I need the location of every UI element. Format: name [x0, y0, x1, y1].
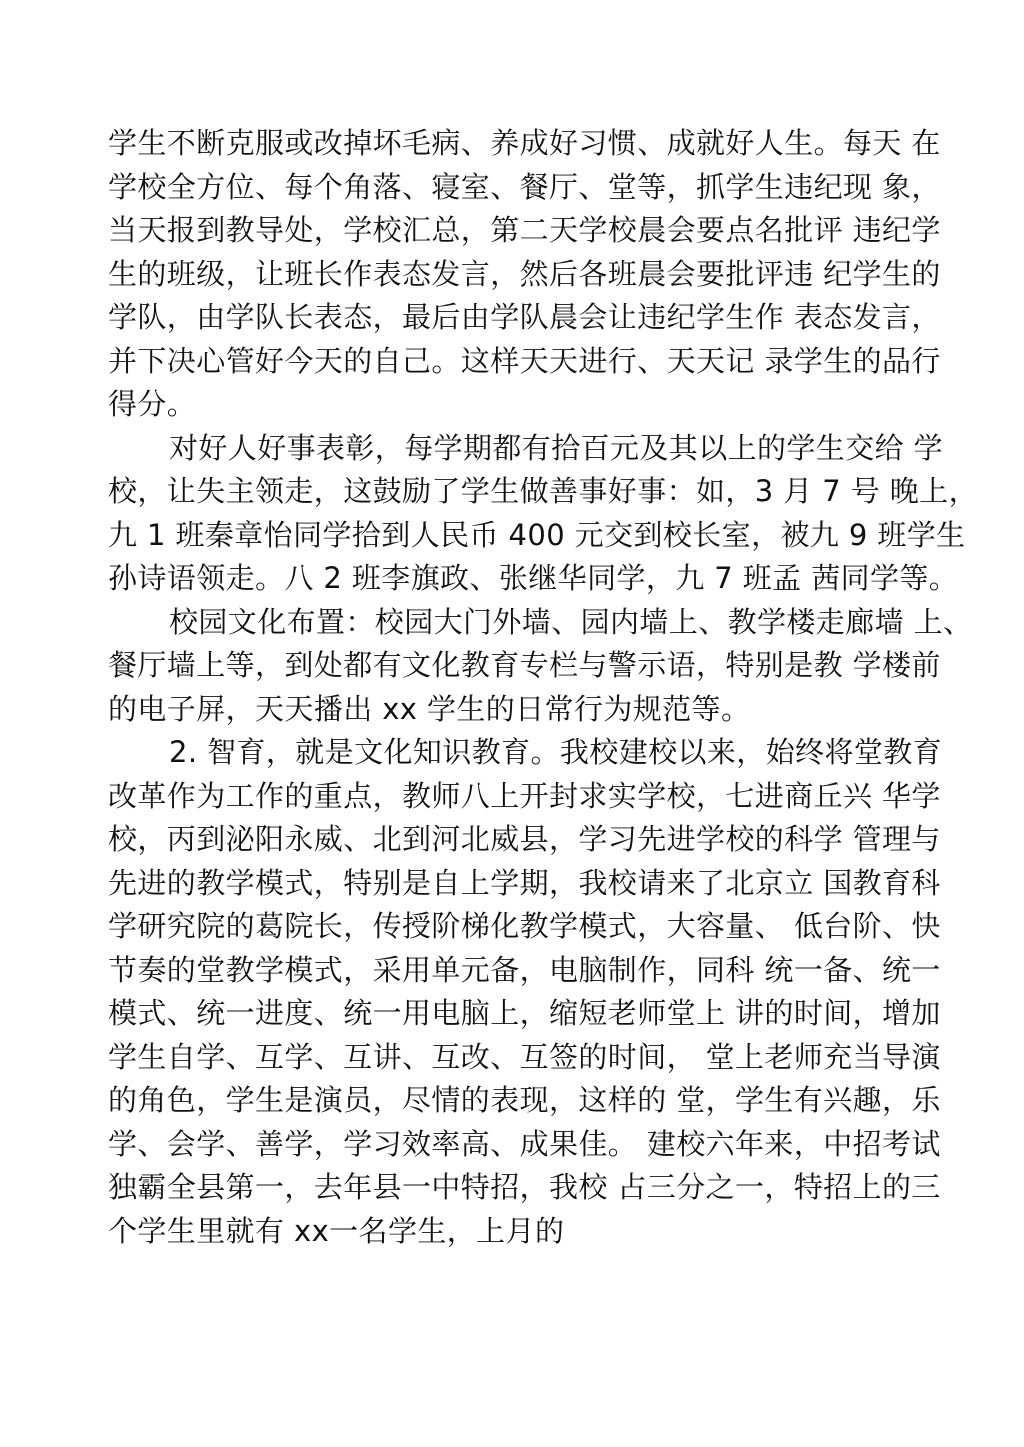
text-line: 校，丙到泌阳永威、北到河北威县，学习先进学校的科学 管理与 [108, 822, 941, 856]
text-line: 得分。 [108, 387, 197, 421]
text-line: 生的班级，让班长作表态发言，然后各班晨会要批评违 纪学生的 [108, 256, 941, 291]
text-line: 独霸全县第一，去年县一中特招，我校 占三分之一，特招上的三 [108, 1170, 941, 1204]
text-line: 学队，由学队长表态，最后由学队晨会让违纪学生作 表态发言， [108, 300, 941, 334]
text-line: 学、会学、善学，学习效率高、成果佳。 建校六年来，中招考试 [108, 1126, 941, 1161]
text-line: 对好人好事表彰，每学期都有拾百元及其以上的学生交给 学 [169, 430, 944, 465]
text-line: 节奏的堂教学模式，采用单元备，电脑制作，同科 统一备、统一 [108, 952, 941, 987]
text-line: 当天报到教导处，学校汇总，第二天学校晨会要点名批评 违纪学 [108, 213, 941, 247]
paragraph [108, 601, 973, 732]
text-line: 校，让失主领走，这鼓励了学生做善事好事：如，3 月 7 号 晚上， [108, 474, 978, 508]
text-line: 模式、统一进度、统一用电脑上，缩短老师堂上 讲的时间，增加 [108, 996, 941, 1030]
text-line: 校园文化布置：校园大门外墙、园内墙上、教学楼走廊墙 上、 [169, 604, 973, 639]
paragraph [108, 731, 943, 1253]
text-line: 学生不断克服或改掉坏毛病、养成好习惯、成就好人生。每天 在 [108, 126, 941, 160]
text-line: 学校全方位、每个角落、寝室、餐厅、堂等，抓学生违纪现 象， [108, 169, 941, 204]
text-line: 并下决心管好今天的自己。这样天天进行、天天记 录学生的品行 [108, 343, 941, 378]
text-line: 个学生里就有 xx一名学生，上月的 [108, 1213, 565, 1248]
document-body [108, 122, 978, 1253]
text-line: 九 1 班秦章怡同学拾到人民币 400 元交到校长室，被九 9 班学生 [108, 517, 966, 552]
text-line: 的角色，学生是演员，尽情的表现，这样的 堂，学生有兴趣，乐 [108, 1083, 941, 1117]
text-line: 孙诗语领走。八 2 班李旗政、张继华同学，九 7 班孟 茜同学等。 [108, 561, 959, 595]
paragraph [108, 427, 978, 601]
text-line: 餐厅墙上等，到处都有文化教育专栏与警示语，特别是教 学楼前 [108, 648, 941, 682]
text-line: 改革作为工作的重点，教师八上开封求实学校，七进商丘兴 华学 [108, 778, 941, 813]
text-line: 先进的教学模式，特别是自上学期，我校请来了北京立 国教育科 [108, 865, 941, 900]
text-line: 2. 智育，就是文化知识教育。我校建校以来，始终将堂教育 [169, 735, 943, 769]
text-line: 的电子屏，天天播出 xx 学生的日常行为规范等。 [108, 691, 751, 726]
text-line: 学研究院的葛院长，传授阶梯化教学模式，大容量、 低台阶、快 [108, 909, 941, 943]
text-line: 学生自学、互学、互讲、互改、互签的时间， 堂上老师充当导演 [108, 1039, 941, 1074]
paragraph [108, 122, 941, 427]
